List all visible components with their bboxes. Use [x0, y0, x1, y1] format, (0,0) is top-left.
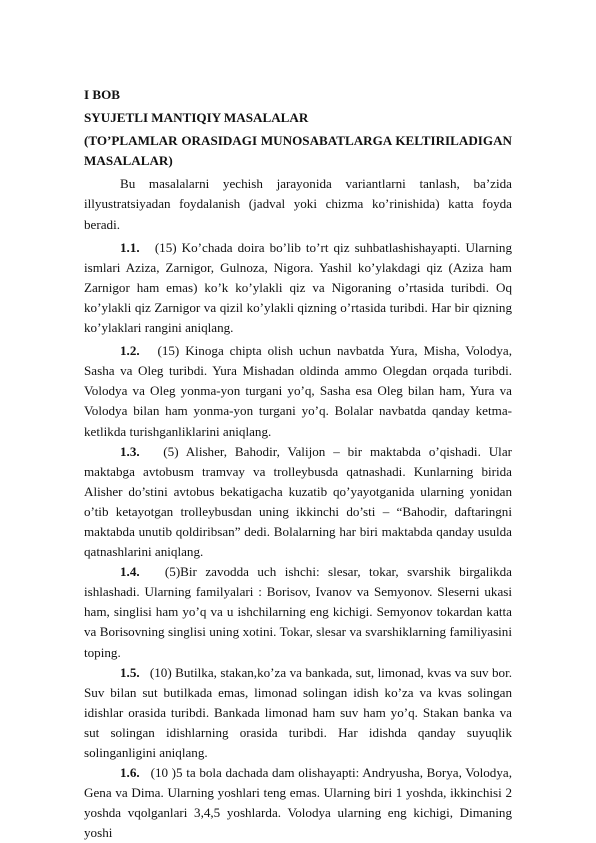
- problem-number: 1.2.: [120, 343, 140, 359]
- problem-text: (15) Ko’chada doira bo’lib to’rt qiz suhbatlashishayapti. Ularning ismlari Aziza, Zarnigor, Gulnoza, Nigora. Yashil ko’ylakdagi qiz (Aziza ham Zarnigor ham emas) ko’k ko’ylakli qiz va Nigoraning o’rtasida turibdi. Oq ko’ylakli qiz Zarnigor va qizil ko’ylakli qizning o’rtasida turibdi. Har bir qizning ko’ylaklari rangini aniqlang.: [84, 239, 512, 336]
- problem-text: (10) Butilka, stakan,ko’za va bankada, sut, limonad, kvas va suv bor. Suv bilan sut butilkada emas, limonad solingan idish ko’za va kvas solingan idishlar orasida turibdi. Bankada limonad ham suv ham yo’q. Stakan banka va sut solingan idishlarning orasida turibdi. Har idishda qanday suyuqlik solinganligini aniqlang.: [84, 664, 512, 760]
- chapter-heading: I BOB: [84, 87, 121, 102]
- problem-text: (10 )5 ta bola dachada dam olishayapti: Andryusha, Borya, Volodya, Gena va Dima. Ularning yoshlari teng emas. Ularning biri 1 yoshda, ikkinchisi 2 yoshda vqolganlari 3,4,5 yoshlarda. Volodya ularning eng kichigi, Dimaning yoshi: [84, 765, 512, 841]
- problem-number: 1.5.: [120, 664, 140, 680]
- section-title: SYUJETLI MANTIQIY MASALALAR: [84, 110, 309, 126]
- problem-number: 1.4.: [120, 564, 140, 580]
- problem-text: (15) Kinoga chipta olish uchun navbatda Yura, Misha, Volodya, Sasha va Oleg turibdi. Yura Mishadan oldinda ammo Olegdan orqada turibdi. Volodya va Oleg yonma-yon turgani yo’q, Sasha esa Oleg bilan ham, Yura va Volodya bilan ham yonma-yon turgani yo’q. Bolalar navbatda qanday ketma-ketlikda turishganliklarini aniqlang.: [84, 343, 512, 439]
- problem-text: (5) Alisher, Bahodir, Valijon – bir maktabda o’qishadi. Ular maktabga avtobusm tramvay va trolleybusda qatnashadi. Kunlarning birida Alisher do’stini avtobus bekatigacha kuzatib qo’yayotganida ularning yonidan o’tib ketayotgan trolleybusdan uning ikkinchi do’sti – “Bahodir, daftaringni maktabda unutib qoldiribsan” dedi. Bolalarning har biri maktabda qanday usulda qatnashlarini aniqlang.: [84, 443, 512, 560]
- problem-1-4: [84, 562, 512, 662]
- problem-number: 1.6.: [120, 765, 140, 781]
- problem-number: 1.3.: [120, 443, 140, 459]
- problem-number: 1.1.: [120, 239, 140, 255]
- problem-1-5: [84, 663, 512, 763]
- document-page: [84, 85, 512, 843]
- problem-1-2: [84, 341, 512, 441]
- intro-paragraph: Bu masalalarni yechish jarayonida variantlarni tanlash, ba’zida illyustratsiyadan foydalanish (jadval yoki chizma ko’rinishida) katta foyda beradi.: [84, 176, 512, 232]
- problem-1-3: [84, 442, 512, 563]
- problem-text: (5)Bir zavodda uch ishchi: slesar, tokar, svarshik birgalikda ishlashadi. Ularning familyalari : Borisov, Ivanov va Semyonov. Sleserni ukasi ham, singlisi ham yo’q va u ishchilarning eng kichigi. Semyonov tokardan katta va Borisovning singlisi uning xotini. Tokar, slesar va svarshiklarning familiyasini toping.: [84, 564, 512, 660]
- problem-1-6: [84, 763, 512, 843]
- problem-1-1: [84, 238, 512, 338]
- section-subtitle: (TO’PLAMLAR ORASIDAGI MUNOSABATLARGA KELTIRILADIGAN MASALALAR): [84, 133, 512, 169]
